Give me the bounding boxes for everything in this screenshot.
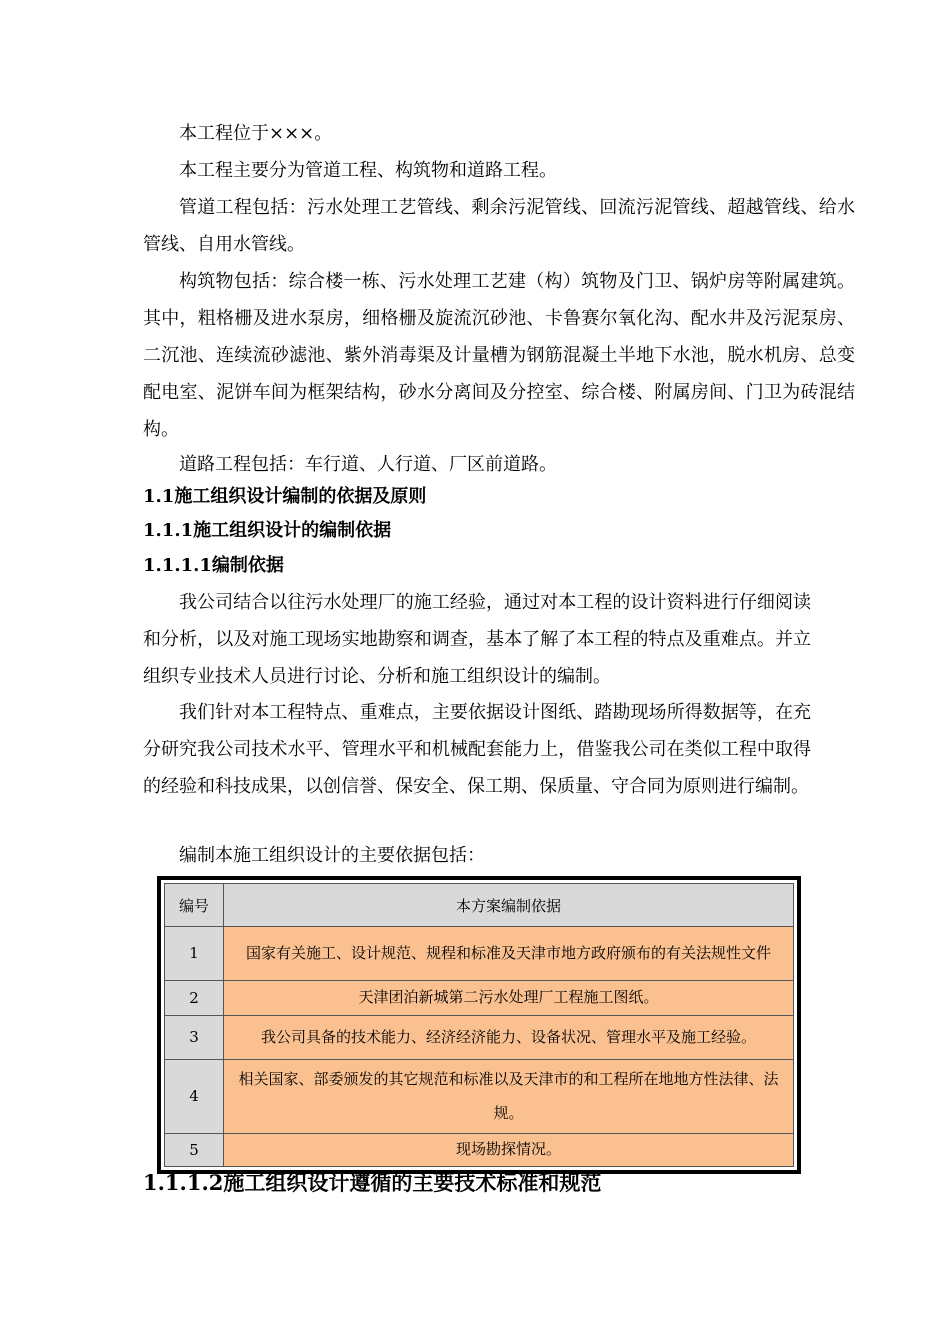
paragraph-experience: 我公司结合以往污水处理厂的施工经验，通过对本工程的设计资料进行仔细阅读和分析，以及对施工现场实地勘察和调查，基本了解了本工程的特点及重难点。并立组织专业技术人员进行讨论、分析和施工组织设计的编制。 [143,592,811,687]
row-number: 2 [165,980,224,1015]
row-number: 3 [165,1016,224,1060]
basis-table [164,883,794,1167]
row-basis: 天津团泊新城第二污水处理厂工程施工图纸。 [224,980,794,1015]
paragraph-principles: 我们针对本工程特点、重难点，主要依据设计图纸、踏勘现场所得数据等，在充分研究我公司技术水平、管理水平和机械配套能力上，借鉴我公司在类似工程中取得的经验和科技成果，以创信誉、保安全、保工期、保质量、守合同为原则进行编制。 [143,702,811,797]
table-row [165,1133,794,1166]
table-row [165,927,794,981]
table-row [165,1016,794,1060]
paragraph-scope: 本工程主要分为管道工程、构筑物和道路工程。 [179,160,557,181]
row-number: 1 [165,927,224,981]
row-basis: 相关国家、部委颁发的其它规范和标准以及天津市的和工程所在地地方性法律、法规。 [224,1059,794,1133]
table-row [165,1059,794,1133]
header-basis: 本方案编制依据 [224,884,794,927]
basis-table-frame [157,876,801,1174]
heading-1-1-1-2: 1.1.1.2施工组织设计遵循的主要技术标准和规范 [143,1170,602,1195]
row-number: 5 [165,1133,224,1166]
table-row [165,980,794,1015]
paragraph-roads: 道路工程包括：车行道、人行道、厂区前道路。 [179,454,557,475]
heading-1-1-1-1: 1.1.1.1编制依据 [143,555,284,576]
paragraph-basis-intro: 编制本施工组织设计的主要依据包括： [179,845,485,866]
row-basis: 现场勘探情况。 [224,1133,794,1166]
paragraph-location: 本工程位于×××。 [179,123,333,144]
paragraph-structures: 构筑物包括：综合楼一栋、污水处理工艺建（构）筑物及门卫、锅炉房等附属建筑。其中，粗格栅及进水泵房，细格栅及旋流沉砂池、卡鲁赛尔氧化沟、配水井及污泥泵房、二沉池、连续流砂滤池、紫外消毒渠及计量槽为钢筋混凝土半地下水池，脱水机房、总变配电室、泥饼车间为框架结构，砂水分离间及分控室、综合楼、附属房间、门卫为砖混结构。 [143,271,855,440]
row-number: 4 [165,1059,224,1133]
row-basis: 国家有关施工、设计规范、规程和标准及天津市地方政府颁布的有关法规性文件 [224,927,794,981]
heading-1-1-1: 1.1.1施工组织设计的编制依据 [143,520,392,541]
row-basis: 我公司具备的技术能力、经济经济能力、设备状况、管理水平及施工经验。 [224,1016,794,1060]
header-number: 编号 [165,884,224,927]
table-header-row [165,884,794,927]
heading-1-1: 1.1施工组织设计编制的依据及原则 [143,486,427,507]
paragraph-pipeline: 管道工程包括：污水处理工艺管线、剩余污泥管线、回流污泥管线、超越管线、给水管线、自用水管线。 [143,197,855,255]
